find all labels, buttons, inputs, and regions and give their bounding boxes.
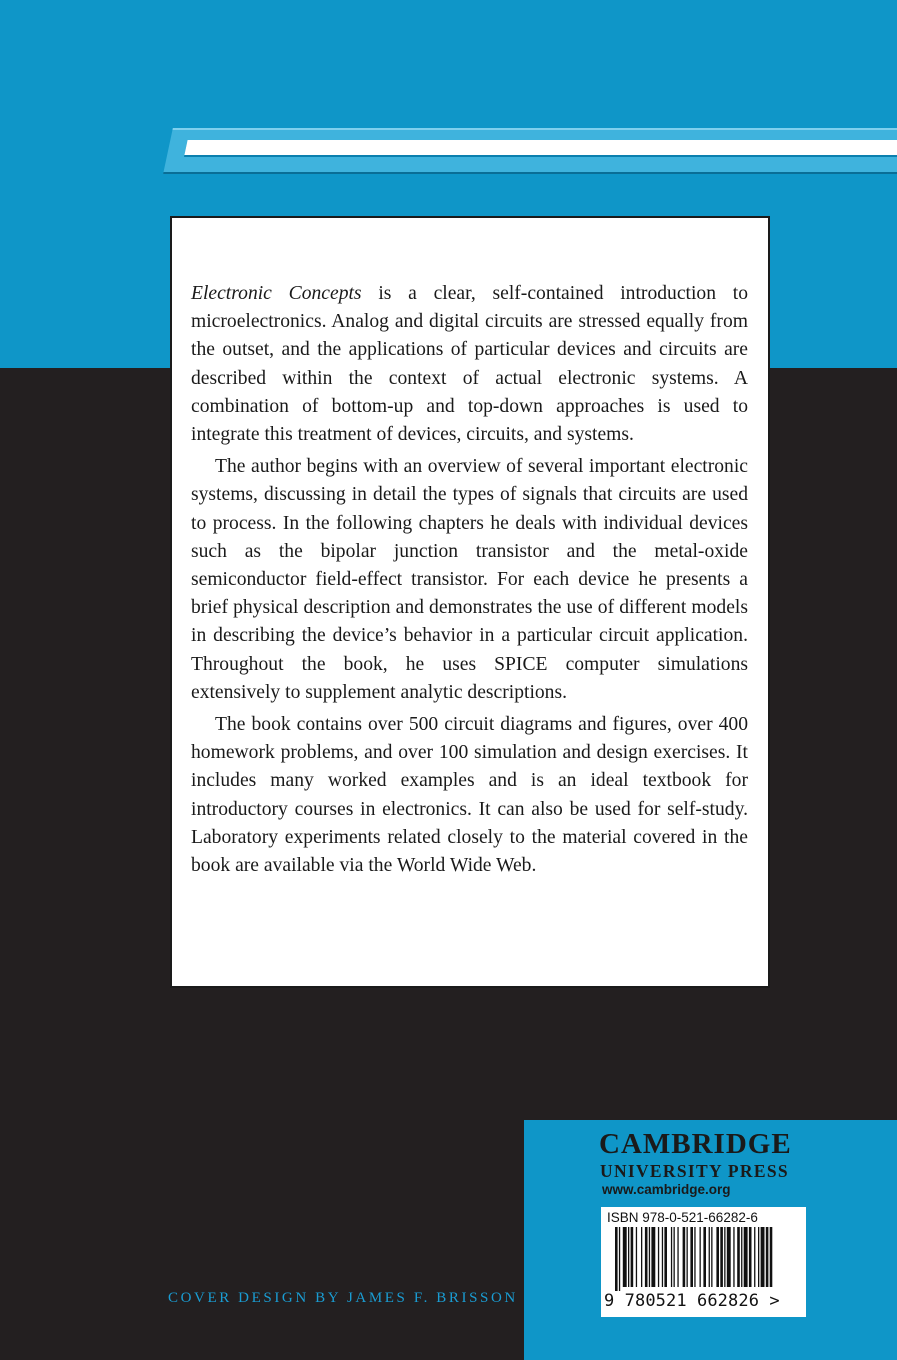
barcode-bar	[711, 1227, 712, 1287]
isbn-label: ISBN 978-0-521-66282-6	[607, 1210, 758, 1225]
barcode-bar	[737, 1227, 740, 1287]
blurb-box	[170, 216, 770, 988]
barcode-bar	[687, 1227, 688, 1287]
barcode-bar	[758, 1227, 759, 1287]
barcode-digits: 9 780521 662826 >	[604, 1291, 780, 1311]
publisher-panel	[524, 1120, 897, 1360]
barcode-bar	[694, 1227, 695, 1287]
barcode-bar	[709, 1227, 710, 1287]
barcode-bar	[628, 1227, 629, 1287]
barcode-bar	[615, 1227, 618, 1291]
blurb-paragraph-2: The author begins with an overview of several important electronic systems, discussing in detail the types of signals that circuits are used to process. In the following chapters he deals with individual devices such as the bipolar junction transistor and the metal-oxide semiconductor field-effect transistor. For each device he presents a brief physical description and demonstrates the use of different models in describing the device’s behavior in a particular circuit application. Throughout the book, he uses SPICE computer simulations extensively to supplement analytic descriptions.	[191, 456, 748, 703]
barcode-bars	[601, 1227, 806, 1291]
barcode-bar	[727, 1227, 731, 1287]
barcode-bar	[677, 1227, 678, 1287]
barcode-bar	[770, 1227, 773, 1287]
barcode-bar	[636, 1227, 637, 1287]
decorative-stripe-highlight	[184, 140, 897, 155]
barcode-bar	[645, 1227, 648, 1287]
book-title: Electronic Concepts	[191, 283, 362, 304]
barcode-bar	[733, 1227, 734, 1287]
barcode-bar	[720, 1227, 723, 1287]
barcode-bar	[744, 1227, 748, 1287]
barcode-bar	[641, 1227, 642, 1287]
barcode-bar	[619, 1227, 620, 1291]
barcode-bar	[649, 1227, 650, 1287]
barcode-bar	[724, 1227, 725, 1287]
blurb-paragraph-3: The book contains over 500 circuit diagrams and figures, over 400 homework problems, and over 100 simulation and design exercises. It includes many worked examples and is an ideal textbook for introductory courses in electronics. It can also be used for self-study. Laboratory experiments related closely to the material covered in the book are available via the World Wide Web.	[191, 714, 748, 877]
barcode-bar	[662, 1227, 663, 1287]
publisher-url: www.cambridge.org	[602, 1182, 731, 1197]
barcode-bar	[766, 1227, 769, 1287]
barcode-bar	[631, 1227, 634, 1287]
blurb-paragraph-1-text: is a clear, self-contained introduction to microelectronics. Analog and digital circuits are stressed equally from the outset, and the applications of particular devices and circuits are described within the context of actual electronic systems. A combination of bottom-up and top-down approaches is used to integrate this treatment of devices, circuits, and systems.	[191, 283, 749, 446]
barcode-bar	[749, 1227, 752, 1287]
barcode-bar	[741, 1227, 742, 1287]
publisher-name: CAMBRIDGE	[599, 1128, 792, 1160]
blurb-paragraph-1	[191, 280, 748, 449]
barcode-bar	[703, 1227, 706, 1287]
isbn-barcode	[601, 1207, 806, 1317]
barcode-bar	[674, 1227, 675, 1287]
barcode-bar	[671, 1227, 672, 1287]
barcode-bar	[651, 1227, 655, 1287]
barcode-bar	[761, 1227, 765, 1287]
barcode-bar	[658, 1227, 659, 1287]
cover-design-credit: COVER DESIGN BY JAMES F. BRISSON	[168, 1290, 518, 1306]
barcode-bar	[623, 1227, 627, 1287]
barcode-bar	[754, 1227, 755, 1287]
publisher-subname: UNIVERSITY PRESS	[600, 1161, 789, 1181]
barcode-bar	[716, 1227, 719, 1287]
barcode-bar	[664, 1227, 667, 1287]
barcode-bar	[700, 1227, 701, 1287]
barcode-bar	[690, 1227, 693, 1287]
barcode-bar	[683, 1227, 686, 1287]
